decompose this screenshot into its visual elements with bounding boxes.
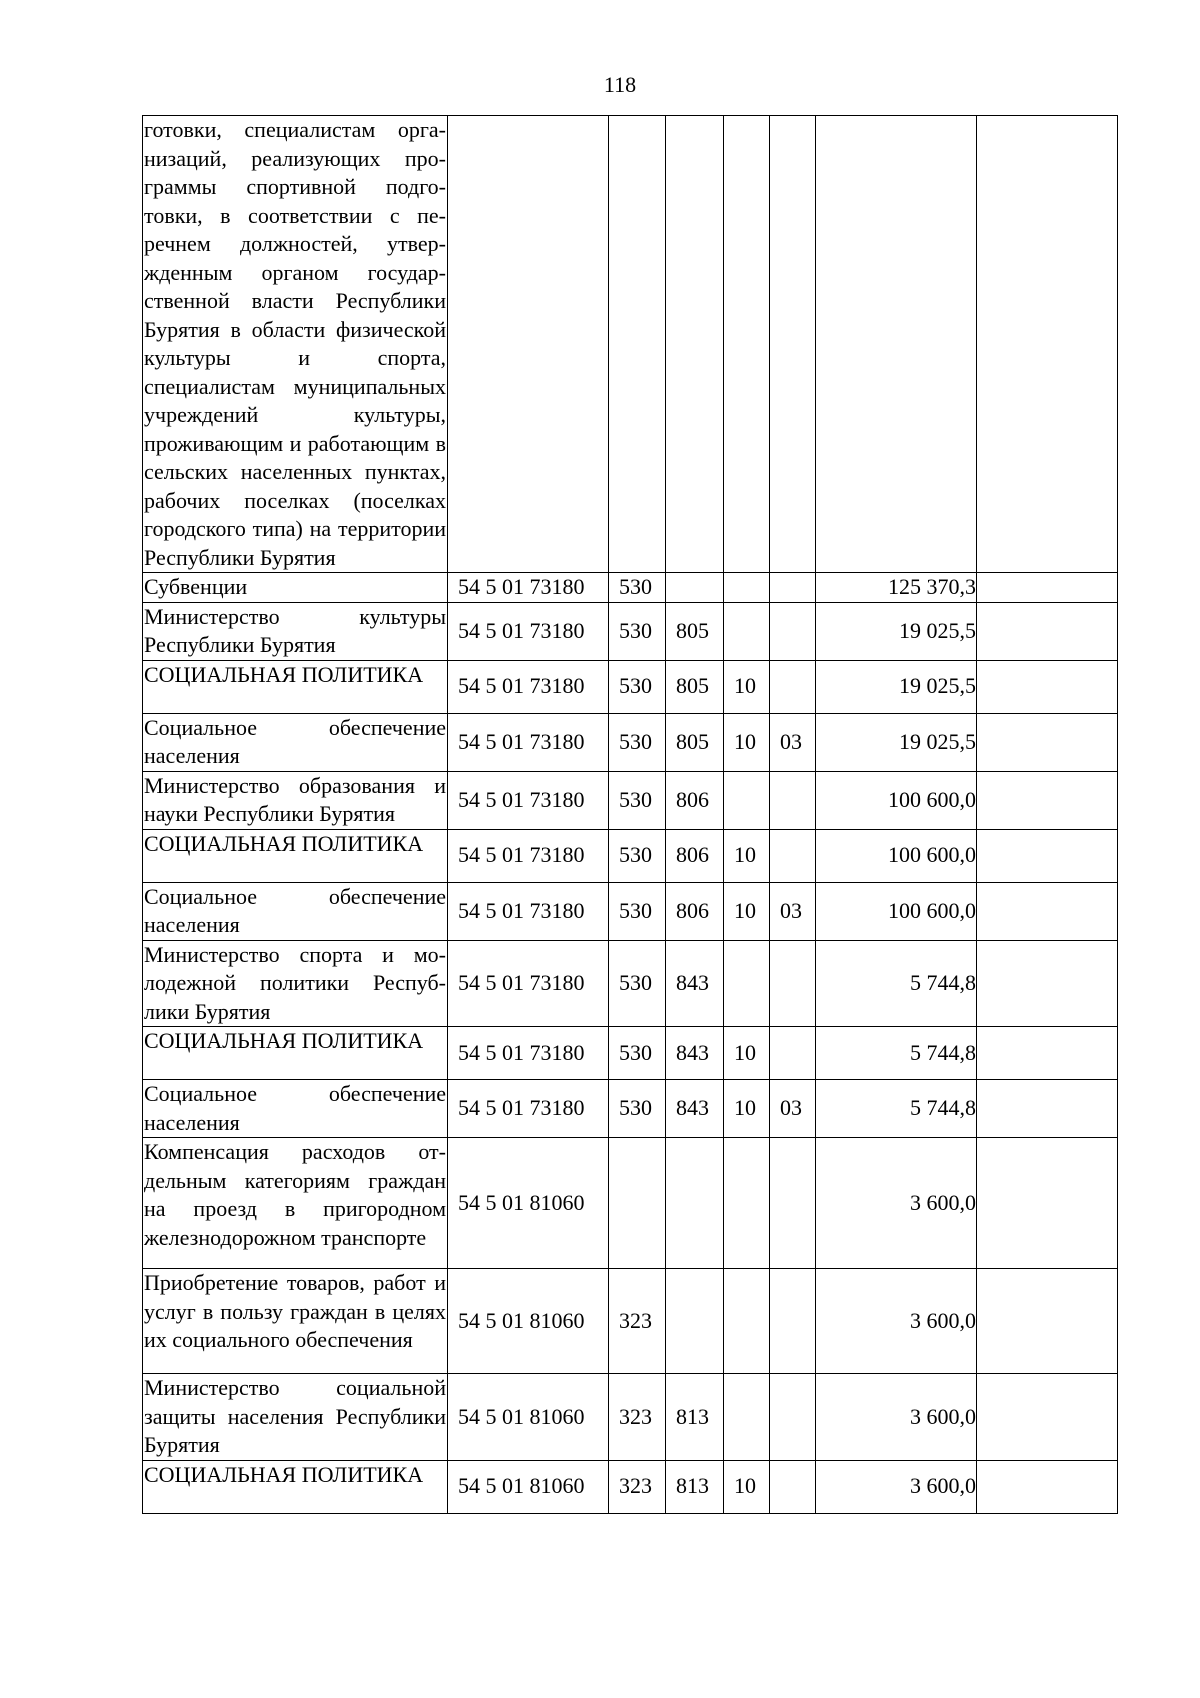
amount-cell: 100 600,0 xyxy=(816,882,977,940)
expense-type-cell: 530 xyxy=(609,660,666,713)
table-body xyxy=(143,116,1118,1514)
extra-cell xyxy=(977,1460,1118,1513)
row-name-cell: Министерство спорта и молодежной политики Республики Бурятия xyxy=(143,940,448,1027)
amount-cell: 3 600,0 xyxy=(816,1374,977,1461)
target-article-code-cell: 54 5 01 73180 xyxy=(448,1080,609,1138)
target-article-code-cell: 54 5 01 73180 xyxy=(448,602,609,660)
section-code-cell xyxy=(724,940,770,1027)
expense-type-cell: 530 xyxy=(609,829,666,882)
amount-cell: 5 744,8 xyxy=(816,1080,977,1138)
expense-type-cell xyxy=(609,116,666,573)
section-code-cell xyxy=(724,1138,770,1269)
target-article-code-cell: 54 5 01 81060 xyxy=(448,1269,609,1374)
amount-cell: 100 600,0 xyxy=(816,771,977,829)
subsection-code-cell: 03 xyxy=(770,713,816,771)
main-manager-code-cell xyxy=(666,573,724,603)
table-row xyxy=(143,1080,1118,1138)
extra-cell xyxy=(977,1080,1118,1138)
subsection-code-cell xyxy=(770,1027,816,1080)
budget-table xyxy=(142,115,1118,1514)
section-code-cell xyxy=(724,116,770,573)
page-number: 118 xyxy=(603,72,637,97)
row-name-cell: Социальное обеспечение населения xyxy=(143,1080,448,1138)
subsection-code-cell xyxy=(770,940,816,1027)
target-article-code-cell: 54 5 01 73180 xyxy=(448,713,609,771)
main-manager-code-cell xyxy=(666,1269,724,1374)
amount-cell: 5 744,8 xyxy=(816,940,977,1027)
subsection-code-cell: 03 xyxy=(770,882,816,940)
amount-cell: 3 600,0 xyxy=(816,1460,977,1513)
row-name-cell: СОЦИАЛЬНАЯ ПОЛИТИКА xyxy=(143,660,448,713)
extra-cell xyxy=(977,1138,1118,1269)
amount-cell: 19 025,5 xyxy=(816,713,977,771)
table-row xyxy=(143,1138,1118,1269)
extra-cell xyxy=(977,829,1118,882)
main-manager-code-cell: 805 xyxy=(666,660,724,713)
main-manager-code-cell: 843 xyxy=(666,1080,724,1138)
table-row xyxy=(143,660,1118,713)
row-name-cell: Социальное обеспечение населения xyxy=(143,882,448,940)
amount-cell: 5 744,8 xyxy=(816,1027,977,1080)
main-manager-code-cell: 843 xyxy=(666,1027,724,1080)
amount-cell: 100 600,0 xyxy=(816,829,977,882)
table-row xyxy=(143,1269,1118,1374)
main-manager-code-cell xyxy=(666,116,724,573)
expense-type-cell: 530 xyxy=(609,573,666,603)
target-article-code-cell: 54 5 01 73180 xyxy=(448,771,609,829)
table-row xyxy=(143,882,1118,940)
amount-cell: 3 600,0 xyxy=(816,1138,977,1269)
subsection-code-cell xyxy=(770,829,816,882)
expense-type-cell: 530 xyxy=(609,602,666,660)
row-name-cell: Приобретение товаров, работ и услуг в пользу граждан в целях их социального обеспечения xyxy=(143,1269,448,1374)
row-name-cell: готовки, специалистам организаций, реализующих программы спортивной подготовки, в соответствии с перечнем должностей, утвержденным органом государственной власти Республики Бурятия в области физической культуры и спорта, специалистам муниципальных учреждений культуры, проживающим и работающим в сельских населенных пунктах, рабочих поселках (поселках городского типа) на территории Республики Бурятия xyxy=(143,116,448,573)
main-manager-code-cell: 813 xyxy=(666,1460,724,1513)
subsection-code-cell xyxy=(770,1138,816,1269)
row-name-cell: Министерство социальной защиты населения Республики Бурятия xyxy=(143,1374,448,1461)
extra-cell xyxy=(977,771,1118,829)
section-code-cell xyxy=(724,1269,770,1374)
section-code-cell xyxy=(724,1374,770,1461)
expense-type-cell: 530 xyxy=(609,882,666,940)
row-name-cell: СОЦИАЛЬНАЯ ПОЛИТИКА xyxy=(143,829,448,882)
expense-type-cell: 323 xyxy=(609,1374,666,1461)
expense-type-cell: 323 xyxy=(609,1460,666,1513)
subsection-code-cell xyxy=(770,1374,816,1461)
table-row xyxy=(143,602,1118,660)
extra-cell xyxy=(977,882,1118,940)
main-manager-code-cell: 806 xyxy=(666,771,724,829)
table-row xyxy=(143,940,1118,1027)
amount-cell: 125 370,3 xyxy=(816,573,977,603)
section-code-cell xyxy=(724,573,770,603)
target-article-code-cell xyxy=(448,116,609,573)
extra-cell xyxy=(977,573,1118,603)
subsection-code-cell xyxy=(770,1269,816,1374)
amount-cell: 3 600,0 xyxy=(816,1269,977,1374)
section-code-cell: 10 xyxy=(724,660,770,713)
row-name-cell: Министерство культуры Республики Бурятия xyxy=(143,602,448,660)
row-name-cell: Субвенции xyxy=(143,573,448,603)
expense-type-cell: 530 xyxy=(609,713,666,771)
table-row xyxy=(143,116,1118,573)
section-code-cell: 10 xyxy=(724,1080,770,1138)
section-code-cell xyxy=(724,602,770,660)
target-article-code-cell: 54 5 01 81060 xyxy=(448,1460,609,1513)
table-row xyxy=(143,829,1118,882)
table-row xyxy=(143,713,1118,771)
extra-cell xyxy=(977,660,1118,713)
amount-cell: 19 025,5 xyxy=(816,602,977,660)
table-row xyxy=(143,1027,1118,1080)
target-article-code-cell: 54 5 01 73180 xyxy=(448,1027,609,1080)
row-name-cell: Социальное обеспечение населения xyxy=(143,713,448,771)
main-manager-code-cell: 813 xyxy=(666,1374,724,1461)
extra-cell xyxy=(977,1374,1118,1461)
main-manager-code-cell: 806 xyxy=(666,829,724,882)
row-name-cell: СОЦИАЛЬНАЯ ПОЛИТИКА xyxy=(143,1460,448,1513)
table-row xyxy=(143,573,1118,603)
table-row xyxy=(143,1374,1118,1461)
section-code-cell: 10 xyxy=(724,882,770,940)
main-manager-code-cell: 843 xyxy=(666,940,724,1027)
target-article-code-cell: 54 5 01 81060 xyxy=(448,1374,609,1461)
subsection-code-cell xyxy=(770,116,816,573)
subsection-code-cell xyxy=(770,1460,816,1513)
extra-cell xyxy=(977,602,1118,660)
expense-type-cell: 530 xyxy=(609,771,666,829)
subsection-code-cell xyxy=(770,602,816,660)
expense-type-cell: 530 xyxy=(609,1080,666,1138)
target-article-code-cell: 54 5 01 73180 xyxy=(448,882,609,940)
expense-type-cell xyxy=(609,1138,666,1269)
section-code-cell: 10 xyxy=(724,829,770,882)
section-code-cell: 10 xyxy=(724,1460,770,1513)
main-manager-code-cell: 805 xyxy=(666,602,724,660)
section-code-cell: 10 xyxy=(724,1027,770,1080)
extra-cell xyxy=(977,1027,1118,1080)
extra-cell xyxy=(977,1269,1118,1374)
subsection-code-cell xyxy=(770,660,816,713)
extra-cell xyxy=(977,940,1118,1027)
row-name-cell: Компенсация расходов отдельным категориям граждан на проезд в пригородном железнодорожном транспорте xyxy=(143,1138,448,1269)
table-row xyxy=(143,1460,1118,1513)
extra-cell xyxy=(977,116,1118,573)
target-article-code-cell: 54 5 01 81060 xyxy=(448,1138,609,1269)
main-manager-code-cell: 806 xyxy=(666,882,724,940)
amount-cell xyxy=(816,116,977,573)
expense-type-cell: 530 xyxy=(609,1027,666,1080)
subsection-code-cell xyxy=(770,771,816,829)
section-code-cell: 10 xyxy=(724,713,770,771)
subsection-code-cell xyxy=(770,573,816,603)
amount-cell: 19 025,5 xyxy=(816,660,977,713)
extra-cell xyxy=(977,713,1118,771)
table-row xyxy=(143,771,1118,829)
section-code-cell xyxy=(724,771,770,829)
target-article-code-cell: 54 5 01 73180 xyxy=(448,660,609,713)
main-manager-code-cell xyxy=(666,1138,724,1269)
expense-type-cell: 323 xyxy=(609,1269,666,1374)
row-name-cell: Министерство образования и науки Республики Бурятия xyxy=(143,771,448,829)
row-name-cell: СОЦИАЛЬНАЯ ПОЛИТИКА xyxy=(143,1027,448,1080)
expense-type-cell: 530 xyxy=(609,940,666,1027)
target-article-code-cell: 54 5 01 73180 xyxy=(448,940,609,1027)
main-manager-code-cell: 805 xyxy=(666,713,724,771)
subsection-code-cell: 03 xyxy=(770,1080,816,1138)
target-article-code-cell: 54 5 01 73180 xyxy=(448,829,609,882)
target-article-code-cell: 54 5 01 73180 xyxy=(448,573,609,603)
